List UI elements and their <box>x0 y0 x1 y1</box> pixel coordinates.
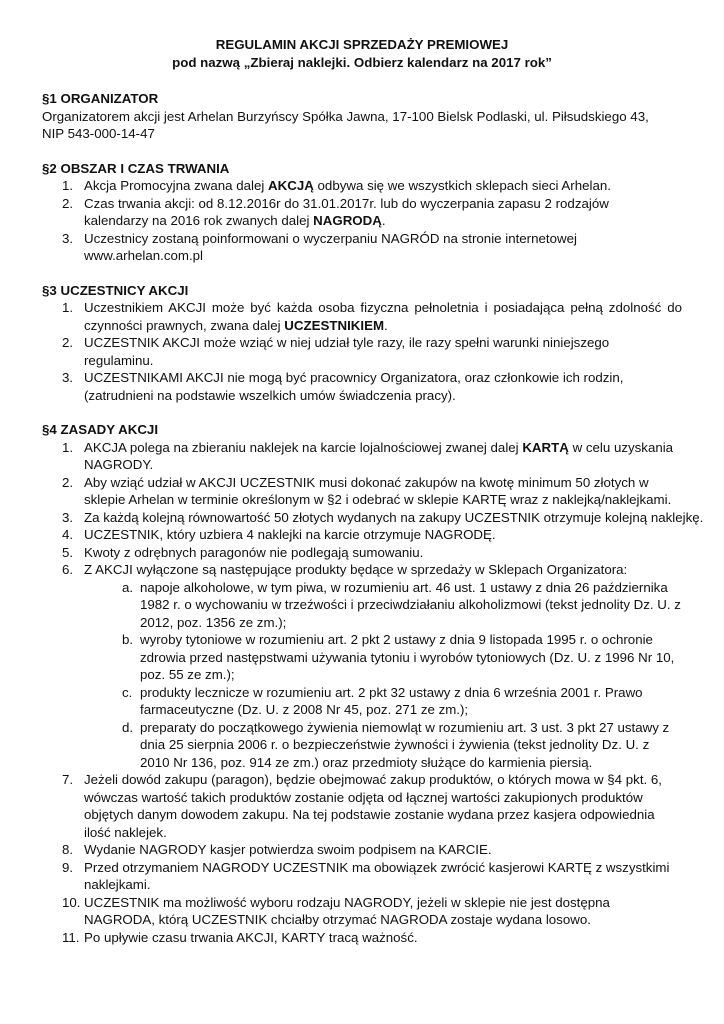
sub-list-item <box>42 579 682 632</box>
section-area-duration <box>42 160 682 265</box>
item-text: Uczestnikiem AKCJI może być każda osoba fizyczna pełnoletnia i posiadająca pełną zdolność do czynności prawnych, zwana dalej <box>84 300 682 333</box>
section-organizer <box>42 90 682 143</box>
section-heading: §1 ORGANIZATOR <box>42 91 159 106</box>
item-number: 1. <box>62 300 74 315</box>
item-bold-term: NAGRODĄ <box>313 213 382 228</box>
list-item <box>42 526 682 544</box>
list-item <box>42 439 684 474</box>
section-rules <box>42 421 704 946</box>
sub-item-text: wyroby tytoniowe w rozumieniu art. 2 pkt 2 ustawy z dnia 9 listopada 1995 r. o ochronie zdrowia przed następstwami używania tytoniu i wyrobów tytoniowych (Dz. U. z 1996 Nr 10, poz. 55 ze zm.); <box>140 632 675 682</box>
item-text: UCZESTNIK AKCJI może wziąć w niej udział tyle razy, ile razy spełni warunki niniejszego regulaminu. <box>84 335 610 368</box>
item-number: 3. <box>62 370 74 385</box>
document-title <box>42 36 682 72</box>
sub-item-letter: a. <box>122 579 134 595</box>
item-text: Jeżeli dowód zakupu (paragon), będzie obejmować zakup produktów, o których mowa w §4 pkt. 6, wówczas wartość takich produktów zostanie odjęta od łącznej wartości zakupionych produktów objętych danym dowodem zakupu. Na tej podstawie zostanie wydana przez kasjera odpowiednia ilość naklejek. <box>84 772 662 840</box>
item-number: 4. <box>62 527 74 542</box>
list-item <box>42 369 654 404</box>
sub-item-text: produkty lecznicze w rozumieniu art. 2 pkt 32 ustawy z dnia 6 września 2001 r. Prawo farmaceutyczne (Dz. U. z 2008 Nr 45, poz. 271 ze zm.); <box>140 684 643 717</box>
item-number: 2. <box>62 335 74 350</box>
sub-list-item <box>42 684 682 719</box>
item-text: Aby wziąć udział w AKCJI UCZESTNIK musi dokonać zakupów na kwotę minimum 50 złotych w sklepie Arhelan w terminie określonym w §2 i odebrać w sklepie KARTĘ wraz z naklejką/naklejkami. <box>84 474 672 507</box>
sub-item-text: napoje alkoholowe, w tym piwa, w rozumieniu art. 46 ust. 1 ustawy z dnia 26 października 1982 r. o wychowaniu w trzeźwości i przeciwdziałaniu alkoholizmowi (tekst jednolity Dz. U. z 2012, poz. 1356 ze zm.); <box>140 579 681 630</box>
item-number: 1. <box>62 439 74 455</box>
organizer-line-2: NIP 543-000-14-47 <box>42 126 155 141</box>
item-bold-term: KARTĄ <box>522 439 569 455</box>
title-line-1: REGULAMIN AKCJI SPRZEDAŻY PREMIOWEJ <box>215 37 509 52</box>
item-number: 10. <box>62 894 81 910</box>
item-number: 7. <box>62 772 74 787</box>
list-item <box>42 299 682 334</box>
item-number: 5. <box>62 544 74 560</box>
list-item <box>42 859 682 894</box>
list-item <box>42 509 709 527</box>
title-line-2: pod nazwą „Zbieraj naklejki. Odbierz kalendarz na 2017 rok” <box>172 55 552 70</box>
item-number: 1. <box>62 178 74 193</box>
item-text: Po upływie czasu trwania AKCJI, KARTY tracą ważność. <box>84 929 418 945</box>
item-number: 6. <box>62 562 74 577</box>
sub-item-text: preparaty do początkowego żywienia niemowląt w rozumieniu art. 3 ust. 3 pkt 27 ustawy z dnia 25 sierpnia 2006 r. o bezpieczeństwie żywności i żywienia (tekst jednolity Dz. U. z 2010 Nr 136, poz. 914 ze zm.) oraz przedmioty służące do karmienia piersią. <box>140 719 670 770</box>
list-item <box>42 195 674 230</box>
list-item <box>42 474 682 509</box>
item-number: 2. <box>62 195 74 211</box>
item-text: Z AKCJI wyłączone są następujące produkty będące w sprzedaży w Sklepach Organizatora: <box>84 562 628 577</box>
list-item <box>42 177 682 195</box>
list-item <box>42 230 629 265</box>
item-text: Przed otrzymaniem NAGRODY UCZESTNIK ma obowiązek zwrócić kasjerowi KARTĘ z wszystkimi naklejkami. <box>84 859 670 892</box>
item-text: odbywa się we wszystkich sklepach sieci Arhelan. <box>313 178 611 193</box>
sub-item-letter: c. <box>122 684 133 700</box>
sub-item-letter: d. <box>122 719 134 735</box>
item-text: w celu uzyskania NAGRODY. <box>84 439 674 472</box>
list-item <box>42 561 682 579</box>
section-participants <box>42 282 682 405</box>
item-number: 8. <box>62 842 74 857</box>
item-text: Kwoty z odrębnych paragonów nie podlegają sumowaniu. <box>84 544 424 560</box>
list-item <box>42 771 682 841</box>
list-item <box>42 929 682 947</box>
list-item <box>42 894 682 929</box>
list-item <box>42 544 682 562</box>
item-text: UCZESTNIK ma możliwość wyboru rodzaju NAGRODY, jeżeli w sklepie nie jest dostępna NAGRODA, którą UCZESTNIK chciałby otrzymać NAGRODA zostaje wydana losowo. <box>84 894 610 927</box>
item-number: 3. <box>62 230 74 246</box>
item-text: Akcja Promocyjna zwana dalej <box>84 178 269 193</box>
item-number: 2. <box>62 474 74 490</box>
item-number: 3. <box>62 509 74 525</box>
item-number: 9. <box>62 859 74 875</box>
section-heading: §3 UCZESTNICY AKCJI <box>42 282 189 298</box>
item-bold-term: AKCJĄ <box>268 178 314 193</box>
item-bold-term: UCZESTNIKIEM <box>284 317 385 333</box>
sub-list-item <box>42 719 682 772</box>
organizer-line-1: Organizatorem akcji jest Arhelan Burzyńscy Spółka Jawna, 17-100 Bielsk Podlaski, ul. Piłsudskiego 43, <box>42 108 649 124</box>
item-text: . <box>381 213 386 228</box>
item-text: Wydanie NAGRODY kasjer potwierdza swoim podpisem na KARCIE. <box>84 842 492 857</box>
sub-list-item <box>42 631 682 684</box>
item-text: Uczestnicy zostaną poinformowani o wyczerpaniu NAGRÓD na stronie internetowej www.arhelan.com.pl <box>84 230 577 263</box>
item-text: AKCJA polega na zbieraniu naklejek na karcie lojalnościowej zwanej dalej <box>84 439 523 455</box>
list-item <box>42 334 682 369</box>
item-text: Za każdą kolejną równowartość 50 złotych wydanych na zakupy UCZESTNIK otrzymuje kolejną naklejkę. <box>84 509 704 525</box>
sub-item-letter: b. <box>122 632 134 647</box>
item-number: 11. <box>62 929 80 945</box>
item-text: UCZESTNIK, który uzbiera 4 naklejki na karcie otrzymuje NAGRODĘ. <box>84 527 496 542</box>
section-heading: §4 ZASADY AKCJI <box>42 422 159 437</box>
item-text: . <box>384 317 388 333</box>
item-text: UCZESTNIKAMI AKCJI nie mogą być pracownicy Organizatora, oraz członkowie ich rodzin, (zatrudnieni na podstawie wszelkich umów świadczenia pracy). <box>84 370 624 403</box>
item-text: Czas trwania akcji: od 8.12.2016r do 31.01.2017r. lub do wyczerpania zapasu 2 rodzajów kalendarzy na 2016 rok zwanych dalej <box>84 195 609 228</box>
list-item <box>42 841 682 859</box>
section-heading: §2 OBSZAR I CZAS TRWANIA <box>42 160 230 176</box>
